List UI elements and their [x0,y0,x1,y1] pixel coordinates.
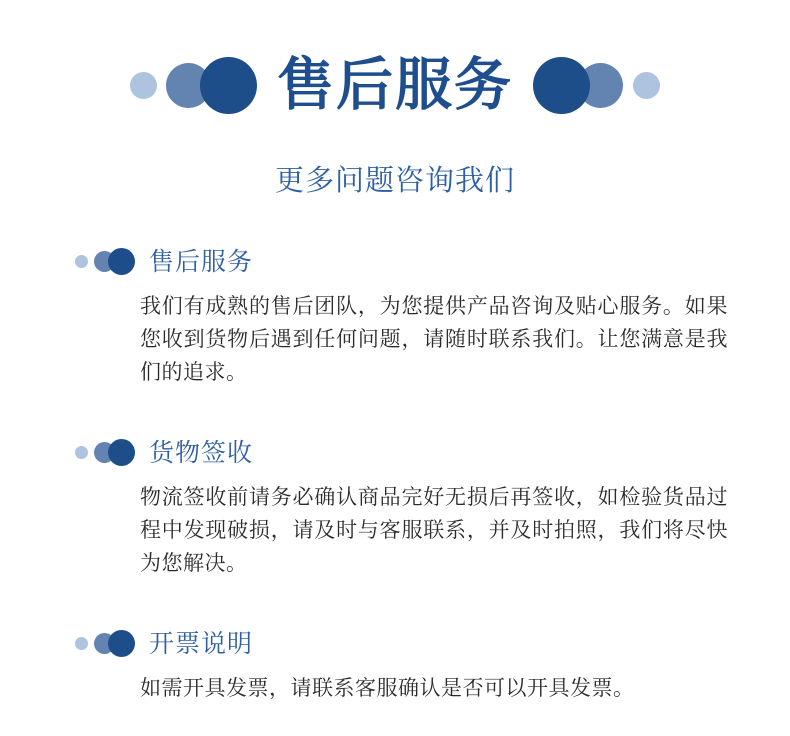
title-left-dots-icon [130,57,257,114]
section-dots-icon [75,439,135,466]
section-heading: 开票说明 [149,629,254,658]
page-title: 售后服务 [277,52,513,117]
dot-dark-icon [108,630,135,657]
section-body-text: 如需开具发票，请联系客服确认是否可以开具发票。 [140,676,635,700]
dot-light-icon [633,72,660,99]
section-after-sales [0,247,790,389]
dot-dark-icon [108,439,135,466]
section-invoice-notes [0,629,790,705]
section-body-text: 物流签收前请务必确认商品完好无损后再签收，如检验货品过程中发现破损，请及时与客服联系，并及时拍照，我们将尽快为您解决。 [140,485,728,575]
dot-dark-icon [108,248,135,275]
section-goods-receipt [0,438,790,580]
dot-light-icon [75,637,88,650]
section-heading: 售后服务 [149,247,254,276]
title-right-dots-icon [533,57,660,114]
dot-light-icon [75,255,88,268]
dot-dark-icon [200,57,257,114]
section-heading-row [0,629,790,659]
page-header [0,50,790,120]
dot-dark-icon [533,57,590,114]
page-subtitle: 更多问题咨询我们 [274,165,515,197]
dot-light-icon [75,446,88,459]
section-dots-icon [75,248,135,275]
dot-light-icon [130,72,157,99]
section-body-text: 我们有成熟的售后团队，为您提供产品咨询及贴心服务。如果您收到货物后遇到任何问题，请随时联系我们。让您满意是我们的追求。 [140,294,728,384]
section-heading: 货物签收 [149,438,254,467]
section-heading-row [0,438,790,468]
section-heading-row [0,247,790,277]
section-dots-icon [75,630,135,657]
